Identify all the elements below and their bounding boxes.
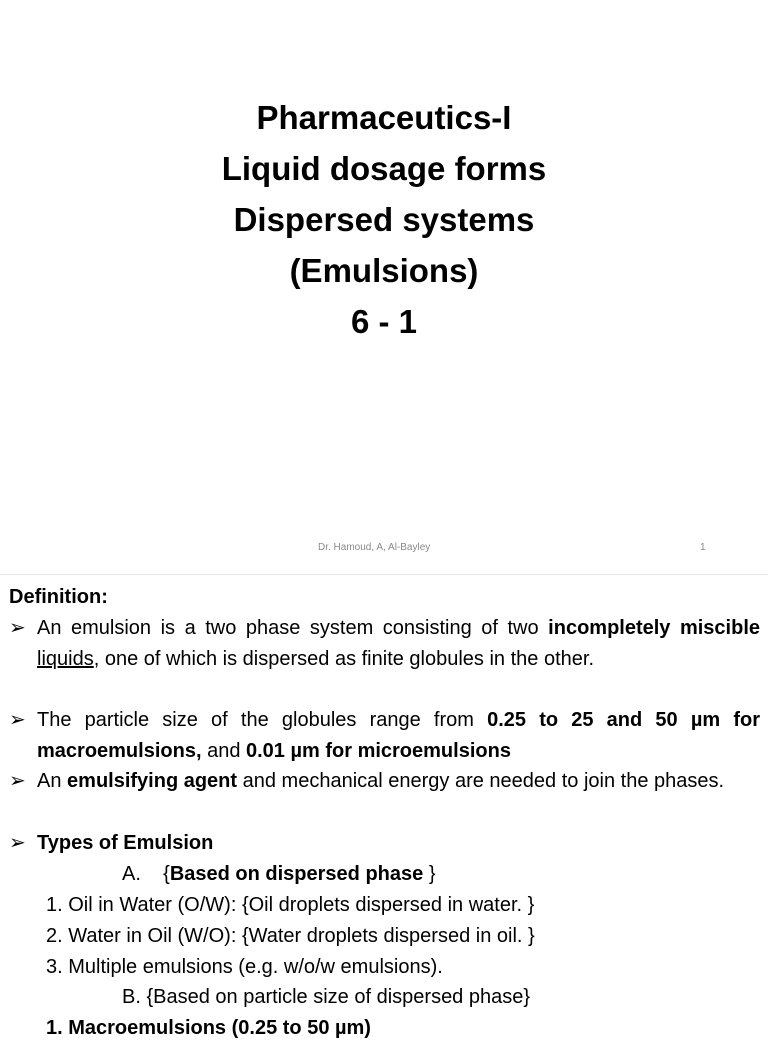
list-item: 1. Oil in Water (O/W): {Oil droplets dispersed in water. } [46,894,535,916]
subheading-b: B. {Based on particle size of dispersed phase} [122,986,531,1008]
title-line-emulsions: (Emulsions) [289,252,479,289]
title-line-lecture-number: 6 - 1 [350,303,418,340]
arrow-bullet-icon: ➢ [9,709,26,731]
slide-title [0,92,768,347]
slide-page-number: 1 [700,542,706,553]
list-item: 1. Macroemulsions (0.25 to 50 µm) [46,1017,371,1039]
title-line-course: Pharmaceutics-I [256,99,512,136]
bullet-emulsifying-agent [9,766,760,797]
definition-slide [0,576,768,1039]
bullet-text: An emulsifying agent and mechanical energy are needed to join the phases. [37,770,725,792]
slide-divider [0,574,768,575]
bullet-emulsion-definition [9,613,760,675]
bullet-particle-size [9,705,760,767]
subheading-a: A. {Based on dispersed phase } [122,863,436,885]
title-line-topic: Liquid dosage forms [221,150,547,187]
footer-author: Dr. Hamoud, A, Al-Bayley [318,542,431,553]
arrow-bullet-icon: ➢ [9,832,26,854]
list-item: 3. Multiple emulsions (e.g. w/o/w emulsions). [46,956,443,978]
underlined-term: liquids [37,648,94,670]
arrow-bullet-icon: ➢ [9,617,26,639]
list-item: 2. Water in Oil (W/O): {Water droplets dispersed in oil. } [46,925,535,947]
arrow-bullet-icon: ➢ [9,770,26,792]
bullet-types-of-emulsion [9,828,760,859]
definition-heading: Definition: [9,586,108,608]
bullet-text: An emulsion is a two phase system consisting of two incompletely miscible liquids, one of which is dispersed as finite globules in the other. [37,617,761,670]
title-line-subtopic: Dispersed systems [233,201,535,238]
bullet-text: The particle size of the globules range from 0.25 to 25 and 50 µm for macroemulsions, and 0.01 µm for microemulsions [37,709,760,762]
bullet-text: Types of Emulsion [37,832,214,854]
